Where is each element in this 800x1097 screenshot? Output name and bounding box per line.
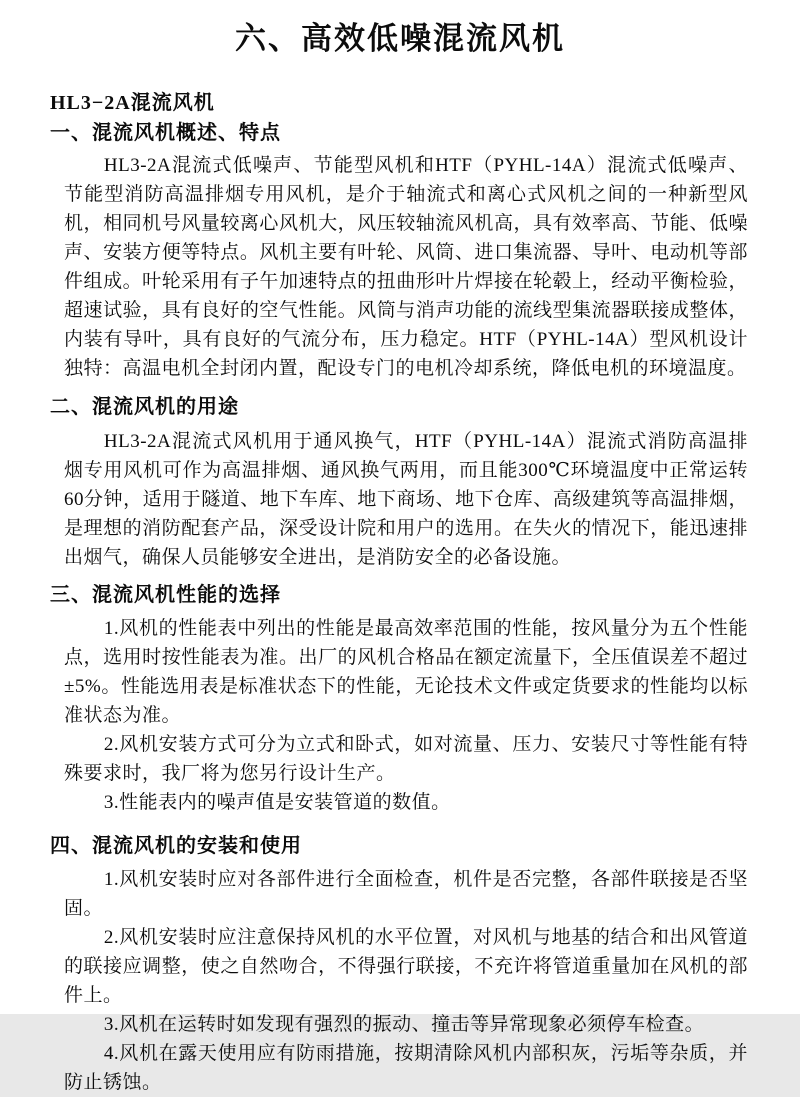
section-installation bbox=[0, 831, 800, 1097]
section-performance-selection bbox=[0, 580, 800, 817]
usage-paragraph: HL3-2A混流式风机用于通风换气，HTF（PYHL-14A）混流式消防高温排烟专用风机可作为高温排烟、通风换气两用，而且能300℃环境温度中正常运转60分钟，适用于隧道、地下车库、地下商场、地下仓库、高级建筑等高温排烟，是理想的消防配套产品，深受设计院和用户的选用。在失火的情况下，能迅速排出烟气，确保人员能够安全进出，是消防安全的必备设施。 bbox=[64, 431, 748, 568]
section-overview-heading: 一、混流风机概述、特点 bbox=[50, 122, 281, 144]
section-usage-heading: 二、混流风机的用途 bbox=[50, 396, 239, 418]
performance-item-1: 1.风机的性能表中列出的性能是最高效率范围的性能，按风量分为五个性能点，选用时按性能表为准。出厂的风机合格品在额定流量下，全压值误差不超过±5%。性能选用表是标准状态下的性能，无论技术文件或定货要求的性能均以标准状态为准。 bbox=[64, 618, 748, 726]
section-usage bbox=[0, 392, 800, 572]
document-title: 六、高效低噪混流风机 bbox=[235, 21, 565, 56]
section-performance-heading: 三、混流风机性能的选择 bbox=[50, 584, 281, 606]
performance-item-3: 3.性能表内的噪声值是安装管道的数值。 bbox=[103, 792, 451, 813]
model-subtitle: HL3−2A混流风机 bbox=[50, 92, 215, 114]
section-installation-heading: 四、混流风机的安装和使用 bbox=[50, 835, 302, 857]
performance-item-2: 2.风机安装方式可分为立式和卧式，如对流量、压力、安装尺寸等性能有特殊要求时，我厂将为您另行设计生产。 bbox=[64, 734, 748, 784]
installation-item-4: 4.风机在露天使用应有防雨措施，按期清除风机内部积灰，污垢等杂质，并防止锈蚀。 bbox=[64, 1043, 748, 1093]
installation-item-1: 1.风机安装时应对各部件进行全面检查，机件是否完整，各部件联接是否坚固。 bbox=[64, 869, 748, 919]
installation-item-2: 2.风机安装时应注意保持风机的水平位置，对风机与地基的结合和出风管道的联接应调整，使之自然吻合，不得强行联接，不充许将管道重量加在风机的部件上。 bbox=[64, 927, 748, 1006]
installation-item-3: 3.风机在运转时如发现有强烈的振动、撞击等异常现象必须停车检查。 bbox=[103, 1014, 705, 1035]
overview-paragraph: HL3-2A混流式低噪声、节能型风机和HTF（PYHL-14A）混流式低噪声、节能型消防高温排烟专用风机，是介于轴流式和离心式风机之间的一种新型风机，相同机号风量较离心风机大，风压较轴流风机高，具有效率高、节能、低噪声、安装方便等特点。风机主要有叶轮、风筒、进口集流器、导叶、电动机等部件组成。叶轮采用有子午加速特点的扭曲形叶片焊接在轮毂上，经动平衡检验，超速试验，具有良好的空气性能。风筒与消声功能的流线型集流器联接成整体，内装有导叶，具有良好的气流分布，压力稳定。HTF（PYHL-14A）型风机设计独特：高温电机全封闭内置，配设专门的电机冷却系统，降低电机的环境温度。 bbox=[64, 155, 748, 379]
section-overview bbox=[0, 118, 800, 383]
